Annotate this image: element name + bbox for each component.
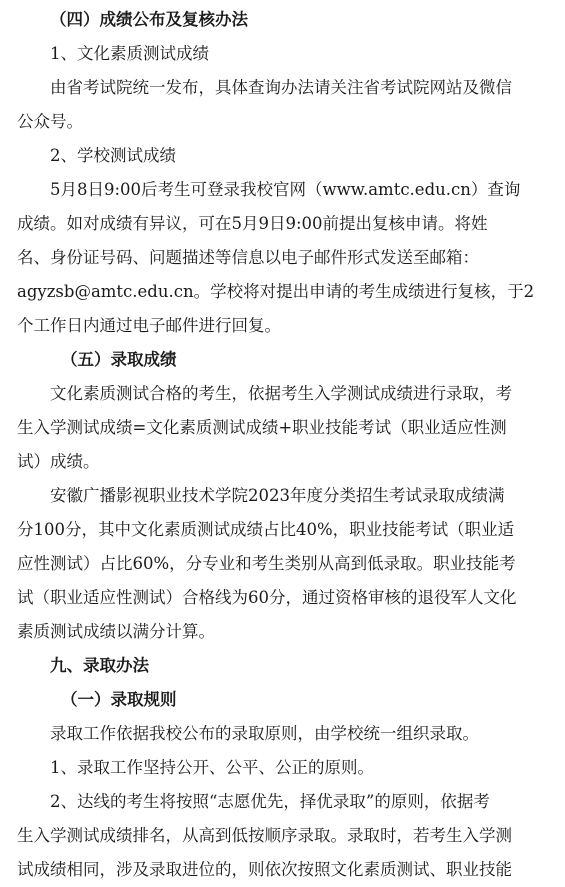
paragraph-line: 名、身份证号码、问题描述等信息以电子邮件形式发送至邮箱： [17,248,479,267]
subheading-school-score: 2、学校测试成绩 [50,146,176,165]
paragraph-line: 5月8日9:00后考生可登录我校官网（www.amtc.edu.cn）查询 [50,180,521,199]
paragraph-line: 生入学测试成绩排名，从高到低按顺序录取。录取时，若考生入学测 [17,826,512,845]
paragraph-line: 成绩。如对成绩有异议，可在5月9日9:00前提出复核申请。将姓 [17,214,488,233]
chapter-heading-9: 九、录取办法 [50,656,149,675]
paragraph-line: 试）成绩。 [17,452,100,471]
paragraph-line: 素质测试成绩以满分计算。 [17,622,215,641]
paragraph-line: 应性测试）占比60%，分专业和考生类别从高到低录取。职业技能考 [17,554,516,573]
paragraph-line: 试（职业适应性测试）合格线为60分，通过资格审核的退役军人文化 [17,588,517,607]
list-item: 2、达线的考生将按照“志愿优先，择优录取”的原则，依据考 [50,792,490,811]
section-heading-4: （四）成绩公布及复核办法 [50,10,248,29]
list-item: 1、录取工作坚持公开、公平、公正的原则。 [50,758,374,777]
paragraph-line: 由省考试院统一发布，具体查询办法请关注省考试院网站及微信 [50,78,512,97]
section-heading-rules: （一）录取规则 [61,690,177,709]
paragraph-line: 录取工作依据我校公布的录取原则，由学校统一组织录取。 [50,724,479,743]
paragraph-line: 试成绩相同，涉及录取进位的，则依次按照文化素质测试、职业技能 [17,860,512,879]
paragraph-line: 生入学测试成绩=文化素质测试成绩+职业技能考试（职业适应性测 [17,418,507,437]
paragraph-line: 安徽广播影视职业技术学院2023年度分类招生考试录取成绩满 [50,486,505,505]
paragraph-line: 文化素质测试合格的考生，依据考生入学测试成绩进行录取，考 [50,384,512,403]
paragraph-line: 公众号。 [17,112,83,131]
paragraph-line-email: agyzsb@amtc.edu.cn。学校将对提出申请的考生成绩进行复核，于2 [17,282,535,301]
section-heading-5: （五）录取成绩 [61,350,177,369]
paragraph-line: 个工作日内通过电子邮件进行回复。 [17,316,281,335]
paragraph-line: 分100分，其中文化素质测试成绩占比40%，职业技能考试（职业适 [17,520,515,539]
subheading-culture-score: 1、文化素质测试成绩 [50,44,209,63]
